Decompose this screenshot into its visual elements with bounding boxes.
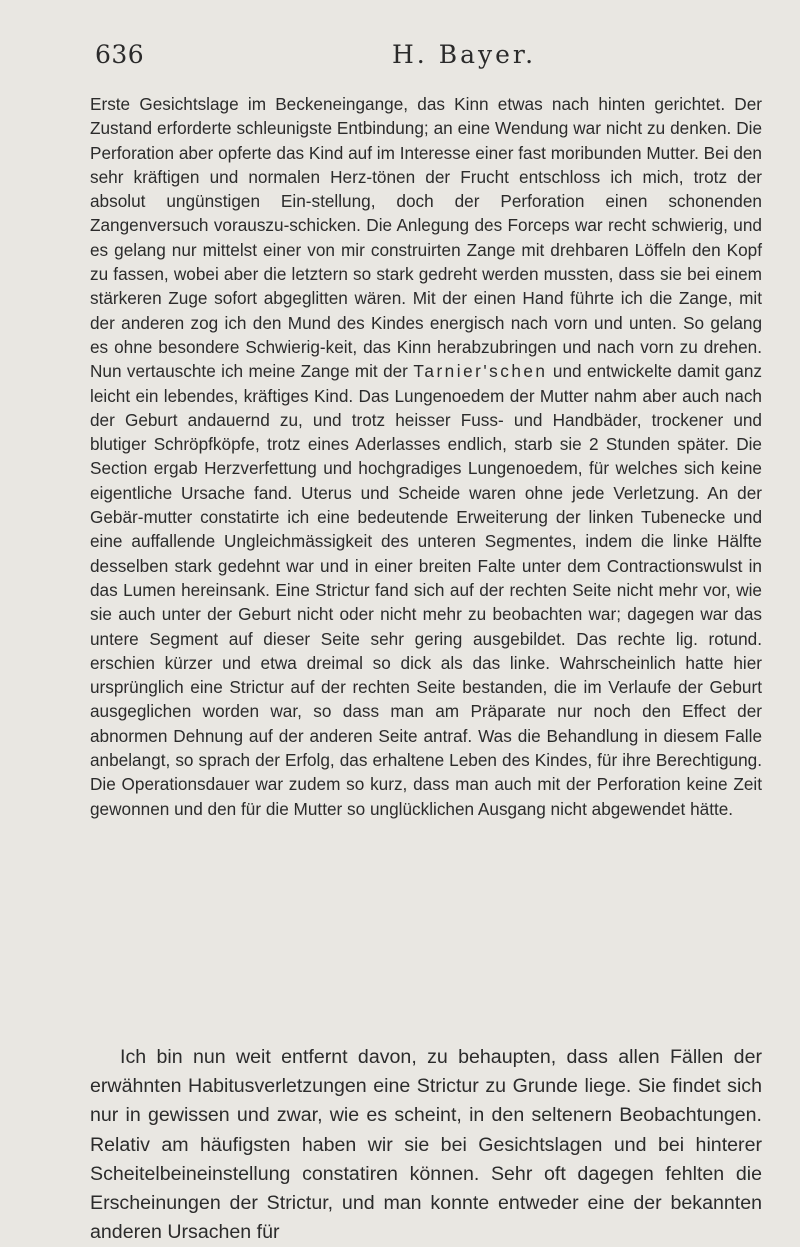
paragraph: Ich bin nun weit entfernt davon, zu behaupten, dass allen Fällen der erwähnten Habitusverletzungen eine Strictur zu Grunde liege. Sie findet sich nur in gewissen und zwar, wie es scheint, in den seltenern Beobachtungen. Relativ am häufigsten haben wir sie bei Gesichtslagen und bei hinterer Scheitelbeineinstellung constatiren können. Sehr oft dagegen fehlten die Erscheinungen der Strictur, und man konnte entweder eine der bekannten anderen Ursachen für (90, 1046, 762, 1244)
page-number: 636 (95, 40, 145, 69)
text-segment: Erste Gesichtslage im Beckeneingange, das Kinn etwas nach hinten gerichtet. Der Zustand erforderte schleunigste Entbindung; an eine Wendung war nicht zu denken. Die Perforation aber opferte das Kind auf im Interesse einer fast moribunden Mutter. Bei den sehr kräftigen und normalen Herz-tönen der Frucht entschloss ich mich, trotz der absolut ungünstigen Ein-stellung, doch der Perforation einen schonenden Zangenversuch vorauszu-schicken. Die Anlegung des Forceps war recht schwierig, und es gelang nur mittelst einer von mir construirten Zange mit drehbaren Löffeln den Kopf zu fassen, wobei aber die letztern so stark gedreht werden mussten, dass sie bei einem stärkeren Zuge sofort abgeglitten wären. Mit der einen Hand führte ich die Zange, mit der anderen zog ich den Mund des Kindes energisch nach vorn und unten. So gelang es ohne besondere Schwierig-keit, das Kinn herabzubringen und nach vorn zu drehen. Nun vertauschte ich meine Zange mit der (90, 94, 762, 382)
text-segment: und entwickelte damit ganz leicht ein lebendes, kräftiges Kind. Das Lungenoedem der Mutter nahm aber auch nach der Geburt andauernd zu, und trotz heisser Fuss- und Handbäder, trockener und blutiger Schröpfköpfe, trotz eines Aderlasses endlich, starb sie 2 Stunden später. Die Section ergab Herzverfettung und hochgradiges Lungenoedem, für welches sich keine eigentliche Ursache fand. Uterus und Scheide waren ohne jede Verletzung. An der Gebär-mutter constatirte ich eine bedeutende Erweiterung der linken Tubenecke und eine auffallende Ungleichmässigkeit des unteren Segmentes, indem die linke Hälfte desselben stark gedehnt war und in einer breiten Falte unter dem Contractionswulst in das Lumen hereinsank. Eine Strictur fand sich auf der rechten Seite nicht mehr vor, wie sie auch unter der Geburt nicht oder nicht mehr zu beobachten war; dagegen war das untere Segment auf dieser Seite sehr gering ausgebildet. Das rechte lig. rotund. erschien kürzer und etwa dreimal so dick als das linke. Wahrscheinlich hatte hier ursprünglich eine Strictur auf der rechten Seite bestanden, die im Verlaufe der Geburt ausgeglichen worden war, so dass man am Präparate nur noch den Effect der abnormen Dehnung auf der anderen Seite antraf. Was die Behandlung in diesem Falle anbelangt, so sprach der Erfolg, das erhaltene Leben des Kindes, für ihre Berechtigung. Die Operationsdauer war zudem so kurz, dass man auch mit der Perforation keine Zeit gewonnen und den für die Mutter so unglücklichen Ausgang nicht abgewendet hätte. (90, 361, 763, 819)
main-text (90, 1043, 762, 1247)
paragraph (90, 92, 762, 821)
case-report-text (90, 92, 762, 821)
running-head (0, 34, 800, 74)
emphasized-name: Tarnier'schen (413, 361, 548, 382)
running-title: H. Bayer. (392, 40, 537, 69)
